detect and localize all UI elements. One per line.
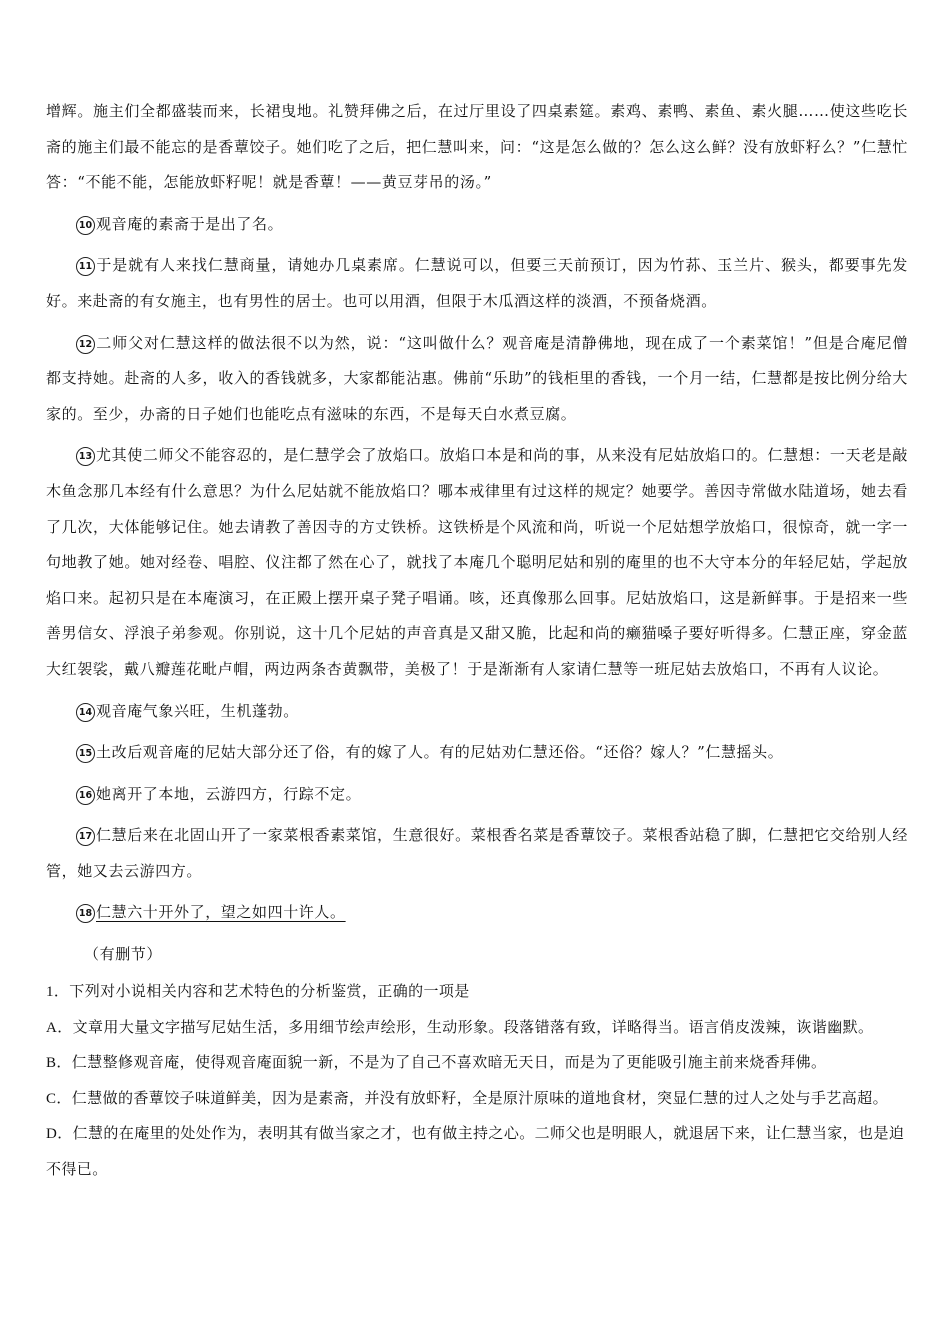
paragraph-15 bbox=[46, 735, 908, 771]
paragraph-text: 增辉。施主们全都盛装而来，长裙曳地。礼赞拜佛之后，在过厅里设了四桌素筵。素鸡、素鸭、素鱼、素火腿……使这些吃长斋的施主们最不能忘的是香蕈饺子。她们吃了之后，把仁慧叫来，问：“这是怎么做的？怎么这么鲜？没有放虾籽么？”仁慧忙答：“不能不能，怎能放虾籽呢！就是香蕈！——黄豆芽吊的汤。” bbox=[46, 102, 908, 192]
paragraph-12 bbox=[46, 326, 908, 433]
paragraph-text: 于是就有人来找仁慧商量，请她办几桌素席。仁慧说可以，但要三天前预订，因为竹荪、玉兰片、猴头，都要事先发好。来赴斋的有女施主，也有男性的居士。也可以用酒，但限于木瓜酒这样的淡酒，不预备烧酒。 bbox=[46, 256, 908, 310]
option-a: A．文章用大量文字描写尼姑生活，多用细节绘声绘形，生动形象。段落错落有致，详略得当。语言俏皮泼辣，诙谐幽默。 bbox=[46, 1019, 874, 1036]
paragraph-16 bbox=[46, 777, 908, 813]
paragraph-17 bbox=[46, 818, 908, 889]
paragraph-number-badge: 15 bbox=[76, 744, 95, 763]
paragraph-text: 土改后观音庵的尼姑大部分还了俗，有的嫁了人。有的尼姑劝仁慧还俗。“还俗？嫁人？”仁慧摇头。 bbox=[96, 743, 784, 762]
paragraph-13 bbox=[46, 438, 908, 687]
paragraph-number-badge: 11 bbox=[76, 257, 95, 276]
underlined-paragraph bbox=[76, 903, 346, 921]
paragraph-18 bbox=[46, 895, 908, 931]
paragraph-number-badge: 16 bbox=[76, 786, 95, 805]
paragraph-number-badge: 10 bbox=[76, 216, 95, 235]
paragraph-text: 仁慧六十开外了，望之如四十许人。 bbox=[96, 903, 346, 922]
paragraph-text: 仁慧后来在北固山开了一家菜根香素菜馆，生意很好。菜根香名菜是香蕈饺子。菜根香站稳了脚，仁慧把它交给别人经管，她又去云游四方。 bbox=[46, 826, 908, 880]
option-c: C．仁慧做的香蕈饺子味道鲜美，因为是素斋，并没有放虾籽，全是原汁原味的道地食材，突显仁慧的过人之处与手艺高超。 bbox=[46, 1090, 889, 1107]
document-page bbox=[46, 94, 908, 1189]
paragraph-text: 尤其使二师父不能容忍的，是仁慧学会了放焰口。放焰口本是和尚的事，从来没有尼姑放焰口的。仁慧想：一天老是敲木鱼念那几本经有什么意思？为什么尼姑就不能放焰口？哪本戒律里有过这样的规定？她要学。善因寺常做水陆道场，她去看了几次，大体能够记住。她去请教了善因寺的方丈铁桥。这铁桥是个风流和尚，听说一个尼姑想学放焰口，很惊奇，就一字一句地教了她。她对经卷、唱腔、仪注都了然在心了，就找了本庵几个聪明尼姑和别的庵里的也不大守本分的年轻尼姑，学起放焰口来。起初只是在本庵演习，在正殿上摆开桌子凳子唱诵。咳，还真像那么回事。尼姑放焰口，这是新鲜事。于是招来一些善男信女、浮浪子弟参观。你别说，这十几个尼姑的声音真是又甜又脆，比起和尚的癞猫嗓子要好听得多。仁慧正座，穿金蓝大红袈裟，戴八瓣莲花毗卢帽，两边两条杏黄飘带，美极了！于是渐渐有人家请仁慧等一班尼姑去放焰口，不再有人议论。 bbox=[46, 446, 908, 678]
paragraph-10 bbox=[46, 207, 908, 243]
paragraph-14 bbox=[46, 694, 908, 730]
paragraph-11 bbox=[46, 248, 908, 319]
paragraph-number-badge: 18 bbox=[76, 904, 95, 923]
paragraph-number-badge: 14 bbox=[76, 703, 95, 722]
paragraph-text: 二师父对仁慧这样的做法很不以为然，说：“这叫做什么？观音庵是清静佛地，现在成了一个素菜馆！”但是合庵尼僧都支持她。赴斋的人多，收入的香钱就多，大家都能沾惠。佛前“乐助”的钱柜里的香钱，一个月一结，仁慧都是按比例分给大家的。至少，办斋的日子她们也能吃点有滋味的东西，不是每天白水煮豆腐。 bbox=[46, 333, 908, 423]
paragraph-text: 观音庵的素斋于是出了名。 bbox=[96, 214, 284, 233]
paragraph-number-badge: 13 bbox=[76, 447, 95, 466]
abridged-note: （有删节） bbox=[84, 945, 163, 964]
option-b: B．仁慧整修观音庵，使得观音庵面貌一新，不是为了自己不喜欢暗无天日，而是为了更能吸引施主前来烧香拜佛。 bbox=[46, 1055, 827, 1072]
question-stem: 1．下列对小说相关内容和艺术特色的分析鉴赏，正确的一项是 bbox=[46, 984, 470, 1001]
paragraph-number-badge: 17 bbox=[76, 827, 95, 846]
paragraph-continued bbox=[46, 94, 908, 201]
paragraph-number-badge: 12 bbox=[76, 335, 95, 354]
paragraph-text: 她离开了本地，云游四方，行踪不定。 bbox=[96, 784, 362, 803]
paragraph-text: 观音庵气象兴旺，生机蓬勃。 bbox=[96, 701, 299, 720]
option-d: D．仁慧的在庵里的处处作为，表明其有做当家之才，也有做主持之心。二师父也是明眼人，就退居下来，让仁慧当家，也是迫不得已。 bbox=[46, 1126, 905, 1179]
